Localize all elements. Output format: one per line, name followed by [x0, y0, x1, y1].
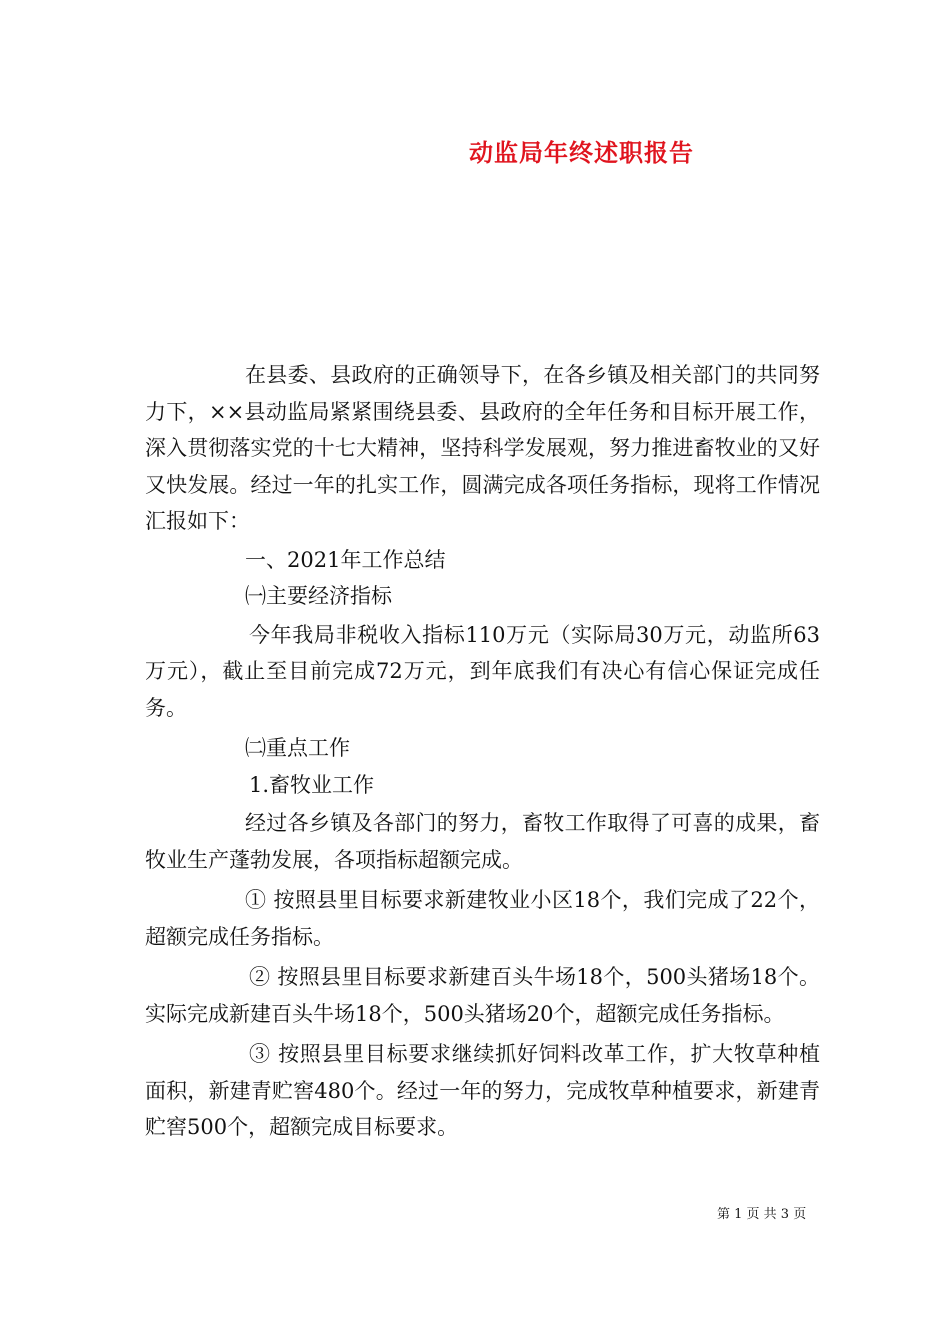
heading-section-1: 一、2021年工作总结 — [245, 547, 446, 572]
paragraph-point-2: ② 按照县里目标要求新建百头牛场18个，500头猪场18个。实际完成新建百头牛场18个，500头猪场20个，超额完成任务指标。 — [145, 965, 820, 1026]
paragraph-economic-indicators: 今年我局非税收入指标110万元（实际局30万元，动监所63万元），截止至目前完成72万元，到年底我们有决心有信心保证完成任务。 — [145, 622, 820, 720]
heading-subsection-1: ㈠主要经济指标 — [245, 584, 392, 608]
paragraph-intro: 在县委、县政府的正确领导下，在各乡镇及相关部门的共同努力下，××县动监局紧紧围绕县委、县政府的全年任务和目标开展工作，深入贯彻落实党的十七大精神，坚持科学发展观，努力推进畜牧业的又好又快发展。经过一年的扎实工作，圆满完成各项任务指标，现将工作情况汇报如下： — [145, 363, 820, 533]
document-body — [145, 357, 820, 1146]
paragraph-livestock-summary: 经过各乡镇及各部门的努力，畜牧工作取得了可喜的成果，畜牧业生产蓬勃发展，各项指标超额完成。 — [145, 811, 820, 872]
document-title: 动监局年终述职报告 — [469, 138, 694, 167]
paragraph-point-3: ③ 按照县里目标要求继续抓好饲料改革工作，扩大牧草种植面积，新建青贮窖480个。经过一年的努力，完成牧草种植要求，新建青贮窖500个，超额完成目标要求。 — [145, 1042, 820, 1139]
heading-item-1: 1.畜牧业工作 — [249, 772, 375, 797]
paragraph-point-1: ① 按照县里目标要求新建牧业小区18个，我们完成了22个，超额完成任务指标。 — [145, 888, 820, 949]
page-number-footer: 第 1 页 共 3 页 — [717, 1207, 807, 1222]
heading-subsection-2: ㈡重点工作 — [245, 736, 350, 760]
